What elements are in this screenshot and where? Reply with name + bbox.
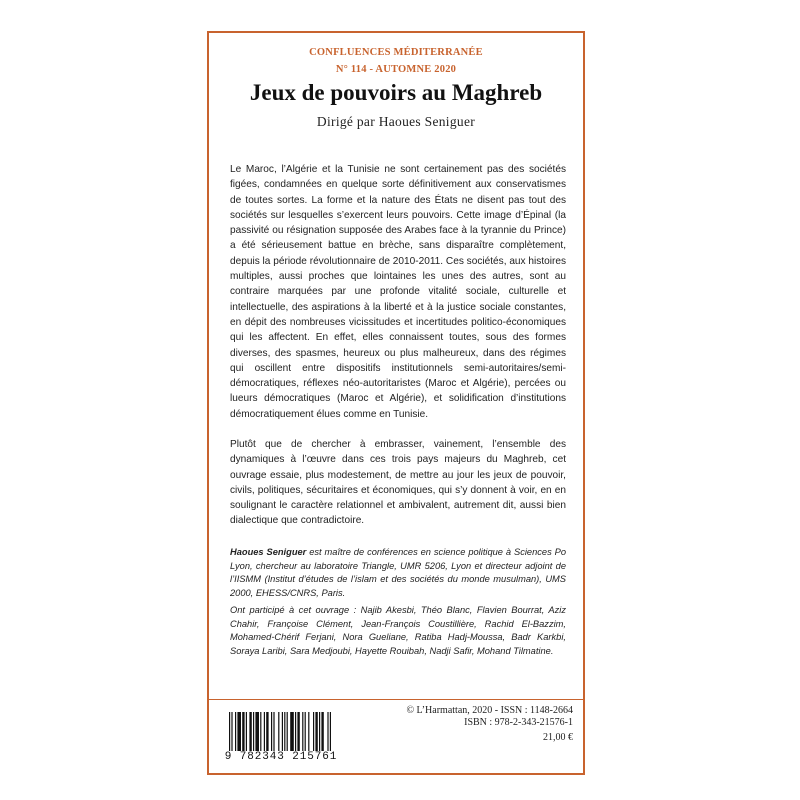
barcode-bar xyxy=(290,712,294,754)
barcode-bar xyxy=(305,712,306,754)
barcode-bar xyxy=(315,712,317,754)
barcode-bar xyxy=(246,712,247,754)
barcode-bar xyxy=(330,712,331,754)
editor-line: Dirigé par Haoues Seniguer xyxy=(316,114,476,129)
barcode-bar xyxy=(282,712,283,754)
barcode-bar xyxy=(284,712,285,754)
barcode-number: 9 782343 215761 xyxy=(221,751,341,763)
barcode-bar xyxy=(327,712,328,754)
issue-number: N° 114 - AUTOMNE 2020 xyxy=(335,64,457,75)
barcode-bar xyxy=(235,712,236,754)
barcode-bar xyxy=(302,712,303,754)
barcode-bar xyxy=(260,712,261,754)
barcode-bar xyxy=(255,712,259,754)
book-title: Jeux de pouvoirs au Maghreb xyxy=(249,80,543,105)
barcode-bar xyxy=(266,712,268,754)
barcode-bar xyxy=(308,712,309,754)
author-bio xyxy=(230,546,566,600)
barcode-bar xyxy=(319,712,320,754)
barcode-bar xyxy=(242,712,244,754)
barcode-bar xyxy=(295,712,296,754)
contributors-list: Ont participé à cet ouvrage : Najib Akesbi, Théo Blanc, Flavien Bourrat, Aziz Chahir, Françoise Clément, Jean-François Coustillière, Rachid El-Bazzim, Mohamed-Chérif Ferjani, Nora Gueliane, Ratiba Hadj-Moussa, Badr Karkbi, Soraya Laribi, Sara Medjoubi, Hayette Rouibah, Nadji Safir, Mohand Tilmatine. xyxy=(230,605,566,656)
back-cover xyxy=(207,31,585,775)
barcode-bar xyxy=(278,712,279,754)
barcode-bar xyxy=(313,712,314,754)
barcode-bars xyxy=(221,712,341,754)
barcode xyxy=(221,712,341,768)
author-bio-text: est maître de conférences en science politique à Sciences Po Lyon, chercheur au laboratoire Triangle, UMR 5206, Lyon et directeur adjoint de l’IISMM (Institut d’études de l’islam et des sociétés du monde musulman), UMS 2000, EHESS/CNRS, Paris. xyxy=(230,547,567,598)
barcode-bar xyxy=(249,712,251,754)
barcode-bar xyxy=(231,712,232,754)
isbn-line: ISBN : 978-2-343-21576-1 xyxy=(464,717,573,728)
series-name: CONFLUENCES MÉDITERRANÉE xyxy=(309,47,483,58)
barcode-bar xyxy=(237,712,241,754)
summary-paragraph-1: Le Maroc, l’Algérie et la Tunisie ne sont certainement pas des sociétés figées, condamnées en quelque sorte définitivement aux conservatismes de toutes sortes. La forme et la nature des États ne disent pas tout des sociétés sur lesquelles s’exercent leurs pouvoirs. Cette image d’Épinal (la passivité ou résignation supposée des Arabes face à la tyrannie du Prince) a été sérieusement battue en brèche, sans disparaître complètement, depuis la période révolutionnaire de 2010-2011. Ces sociétés, aux histoires multiples, aussi proches que lointaines les unes des autres, sont au contraire marquées par une profonde vitalité sociale, culturelle et intellectuelle, des aspirations à la liberté et à la justice sociale constantes, en dépit des nombreuses vicissitudes et incertitudes politico-économiques qui les affectent. En effet, elles connaissent toutes, sous des formes diverses, des spasmes, heureux ou plus malheureux, dans des régimes qui oscillent entre dispositifs institutionnels semi-autoritaires/semi-démocratiques, réflexes néo-autoritaristes (Maroc et Algérie), percées ou lueurs démocratiques (Maroc et Algérie), et solidification d’institutions démocratiquement élues comme en Tunisie. xyxy=(230,164,566,420)
summary-paragraph-2: Plutôt que de chercher à embrasser, vainement, l’ensemble des dynamiques à l’œuvre dans ces trois pays majeurs du Maghreb, cet ouvrage essaie, plus modestement, de mettre au jour les jeux de pouvoir, civils, politiques, sécuritaires et économiques, qui s’y donnent à voir, en en soulignant le caractère relationnel et ambivalent, autrement dit, aussi bien dialectique que contradictoire. xyxy=(230,439,566,527)
barcode-bar xyxy=(253,712,254,754)
barcode-bar xyxy=(297,712,299,754)
barcode-bar xyxy=(264,712,265,754)
divider xyxy=(209,699,583,700)
barcode-bar xyxy=(321,712,323,754)
author-name: Haoues Seniguer xyxy=(230,547,307,557)
barcode-bar xyxy=(229,712,230,754)
barcode-bar xyxy=(271,712,272,754)
barcode-bar xyxy=(273,712,274,754)
barcode-bar xyxy=(287,712,288,754)
publisher-line: © L’Harmattan, 2020 - ISSN : 1148-2664 xyxy=(406,705,573,716)
price: 21,00 € xyxy=(543,732,573,743)
